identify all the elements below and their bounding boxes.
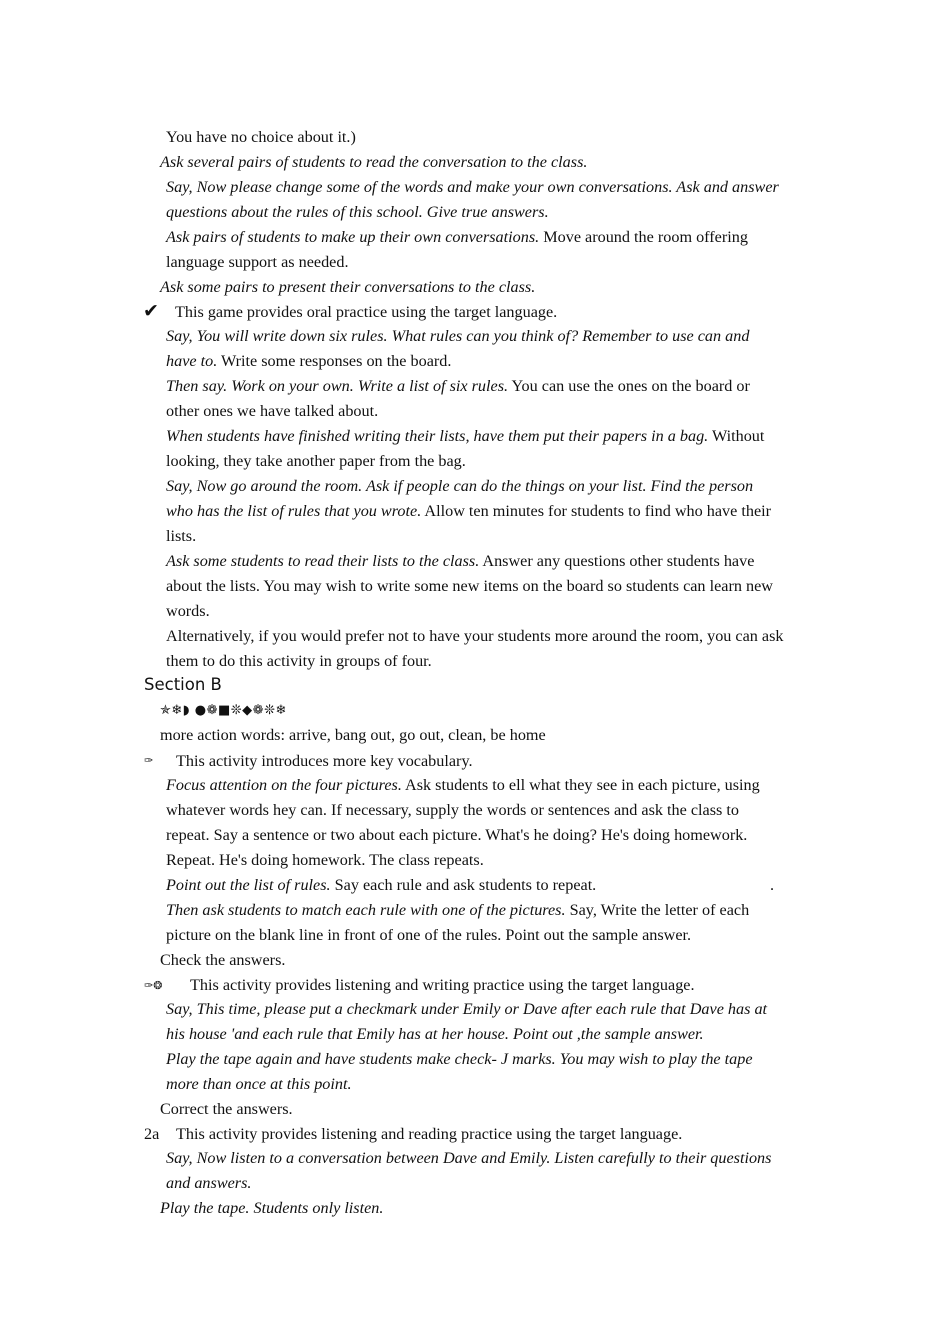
section-heading: Section B <box>144 675 222 694</box>
text-line: words. <box>166 602 210 620</box>
italic-text: Ask some students to read their lists to the class. <box>166 552 480 570</box>
roman-text: Ask students to ell what they see in each picture, using <box>401 776 760 794</box>
stray-dot: . <box>770 876 775 894</box>
text-line: whatever words hey can. If necessary, supply the words or sentences and ask the class to <box>166 801 739 819</box>
pencil-icon: ✑ <box>144 754 154 767</box>
instruction-line <box>166 900 749 920</box>
instruction-line: more than once at this point. <box>166 1075 352 1093</box>
instruction-line <box>166 376 750 396</box>
checkmark-icon: ✔ <box>143 300 159 322</box>
text-line: language support as needed. <box>166 253 349 271</box>
pencil-star-icon: ✑❂ <box>144 979 163 992</box>
roman-text: Say each rule and ask students to repeat. <box>330 876 597 894</box>
instruction-line: Play the tape again and have students make check- J marks. You may wish to play the tape <box>166 1050 753 1068</box>
italic-text: When students have finished writing their lists, have them put their papers in a bag. <box>166 427 709 445</box>
instruction-line: and answers. <box>166 1174 252 1192</box>
instruction-line <box>166 775 760 795</box>
roman-text: Move around the room offering <box>539 228 748 246</box>
instruction-line: Play the tape. Students only listen. <box>160 1199 384 1217</box>
text-line: other ones we have talked about. <box>166 402 379 420</box>
text-line: lists. <box>166 527 197 545</box>
italic-text: Ask pairs of students to make up their own conversations. <box>166 228 540 246</box>
roman-text: Say, Write the letter of each <box>565 901 750 919</box>
text-line: Alternatively, if you would prefer not to have your students more around the room, you can ask <box>166 627 784 645</box>
text-line: Correct the answers. <box>160 1100 293 1118</box>
roman-text: You can use the ones on the board or <box>508 377 750 395</box>
text-line: picture on the blank line in front of one of the rules. Point out the sample answer. <box>166 926 692 944</box>
instruction-line: Say, Now go around the room. Ask if people can do the things on your list. Find the person <box>166 477 754 495</box>
text-line: repeat. Say a sentence or two about each picture. What's he doing? He's doing homework. <box>166 826 748 844</box>
instruction-line: Say, You will write down six rules. What rules can you think of? Remember to use can and <box>166 327 750 345</box>
instruction-line: Ask several pairs of students to read the conversation to the class. <box>160 153 588 171</box>
activity-intro: This activity provides listening and reading practice using the target language. <box>176 1125 683 1143</box>
italic-text: Focus attention on the four pictures. <box>166 776 402 794</box>
instruction-line <box>166 426 764 446</box>
roman-text: Without <box>708 427 765 445</box>
instruction-line: questions about the rules of this school. Give true answers. <box>166 203 549 221</box>
instruction-line: Ask some pairs to present their conversations to the class. <box>160 278 536 296</box>
italic-text: have to. <box>166 352 218 370</box>
instruction-line: Say, Now please change some of the words and make your own conversations. Ask and answer <box>166 178 779 196</box>
text-line: Repeat. He's doing homework. The class repeats. <box>166 851 484 869</box>
activity-number: 2a <box>144 1125 160 1143</box>
roman-text: Write some responses on the board. <box>217 352 452 370</box>
instruction-line: Say, Now listen to a conversation between Dave and Emily. Listen carefully to their questions <box>166 1149 772 1167</box>
instruction-line <box>166 551 754 571</box>
activity-intro: This activity provides listening and writing practice using the target language. <box>190 976 695 994</box>
instruction-line: Say, This time, please put a checkmark under Emily or Dave after each rule that Dave has at <box>166 1000 768 1018</box>
vocabulary-line: more action words: arrive, bang out, go out, clean, be home <box>160 726 546 744</box>
text-line: Check the answers. <box>160 951 286 969</box>
activity-intro: This game provides oral practice using the target language. <box>175 303 558 321</box>
text-line: about the lists. You may wish to write some new items on the board so students can learn new <box>166 577 773 595</box>
italic-text: Then ask students to match each rule with one of the pictures. <box>166 901 566 919</box>
text-line: You have no choice about it.) <box>166 128 356 146</box>
text-line: looking, they take another paper from the bag. <box>166 452 466 470</box>
instruction-line <box>166 875 596 895</box>
roman-text: Answer any questions other students have <box>479 552 755 570</box>
italic-text: Point out the list of rules. <box>166 876 331 894</box>
italic-text: who has the list of rules that you wrote. <box>166 502 422 520</box>
instruction-line <box>166 501 771 521</box>
symbol-glyphs: ✯❄◗ ●❁■❊◆❁❊❄ <box>160 703 287 718</box>
instruction-line <box>166 227 748 247</box>
text-line: them to do this activity in groups of four. <box>166 652 432 670</box>
instruction-line: his house 'and each rule that Emily has at her house. Point out ,the sample answer. <box>166 1025 704 1043</box>
roman-text: Allow ten minutes for students to find who have their <box>421 502 772 520</box>
italic-text: Then say. Work on your own. Write a list of six rules. <box>166 377 509 395</box>
activity-intro: This activity introduces more key vocabulary. <box>176 752 473 770</box>
instruction-line <box>166 351 451 371</box>
